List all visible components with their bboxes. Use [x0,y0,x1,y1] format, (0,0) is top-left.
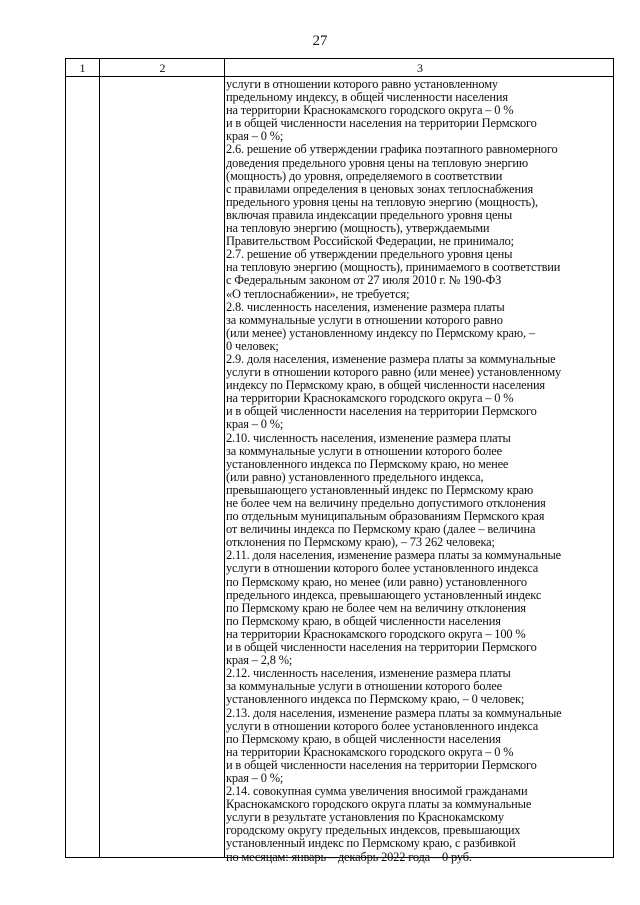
text-line: услуги в результате установления по Краснокамскому [226,811,504,825]
text-line: 2.14. совокупная сумма увеличения вносимой гражданами [226,785,528,799]
text-line: по Пермскому краю не более чем на величину отклонения [226,601,526,615]
text-line: по месяцам: январь – декабрь 2022 года – 0 руб. [226,850,472,864]
text-line: 2.8. численность населения, изменение размера платы [226,300,505,314]
text-line: 2.12. численность населения, изменение размера платы [226,667,511,681]
text-line: и в общей численности населения на территории Пермского [226,405,537,419]
text-line: услуги в отношении которого равно (или менее) установленному [226,366,562,380]
text-line: превышающего установленный индекс по Пермскому краю [226,483,534,497]
text-line: с Федеральным законом от 27 июля 2010 г. № 190-ФЗ [226,274,502,288]
text-line: на тепловую энергию (мощность), принимаемого в соответствии [226,261,561,275]
text-line: и в общей численности населения на территории Пермского [226,758,537,772]
text-line: услуги в отношении которого более установленного индекса [226,562,539,576]
text-line: 2.7. решение об утверждении предельного уровня цены [226,248,513,262]
text-line: доведения предельного уровня цены на тепловую энергию [226,156,529,170]
document-table [65,58,614,864]
text-line: 2.9. доля населения, изменение размера платы за коммунальные [226,352,556,366]
text-line: не более чем на величину предельно допустимого отклонения [226,497,546,510]
text-line: 2.13. доля населения, изменение размера платы за коммунальные [226,706,562,720]
text-line: услуги в отношении которого более установленного индекса [226,719,539,733]
text-line: 0 человек; [226,339,279,353]
text-line: и в общей численности населения на территории Пермского [226,641,537,655]
text-line: установленный индекс по Пермскому краю, с разбивкой [226,837,516,851]
text-line: и в общей численности населения на территории Пермского [226,117,537,131]
text-line: края – 2,8 %; [226,654,293,668]
text-line: (мощность) до уровня, определяемого в соответствии [226,169,503,183]
text-line: индексу по Пермскому краю, в общей численности населения [226,379,545,393]
text-line: включая правила индексации предельного уровня цены [226,208,513,222]
text-line: от величины индекса по Пермскому краю (далее – величина [226,523,536,537]
text-line: предельного уровня цены на тепловую энергию (мощность), [226,195,538,209]
text-line: за коммунальные услуги в отношении которого более [226,680,502,694]
text-line: за коммунальные услуги в отношении которого равно [226,313,503,327]
text-line: 2.6. решение об утверждении графика поэтапного равномерного [226,143,558,157]
text-line: отклонения по Пермскому краю), – 73 262 человека; [226,536,495,550]
text-line: на территории Краснокамского городского округа – 0 % [226,392,514,406]
text-line: края – 0 %; [226,130,284,144]
text-line: по отдельным муниципальным образованиям Пермского края [226,510,545,524]
text-line: установленного индекса по Пермскому краю, но менее [226,457,509,471]
text-line: на территории Краснокамского городского округа – 100 % [226,627,526,641]
column-3-text [226,78,611,864]
text-line: услуги в отношении которого равно установленному [226,78,498,91]
text-line: городскому округу предельных индексов, превышающих [226,824,521,838]
table-header-row [66,59,613,77]
column-header-3: 3 [417,61,423,75]
text-line: по Пермскому краю, но менее (или равно) установленного [226,575,527,589]
column-divider [224,59,225,857]
text-line: по Пермскому краю, в общей численности населения [226,732,501,746]
text-line: Краснокамского городского округа платы за коммунальные [226,798,532,812]
text-line: (или менее) установленному индексу по Пермскому краю, – [226,326,535,340]
text-line: предельного индекса, превышающего установленный индекс [226,588,542,602]
text-line: на территории Краснокамского городского округа – 0 % [226,745,514,759]
column-divider [99,59,100,857]
text-line: предельному индексу, в общей численности населения [226,91,508,105]
text-line: на тепловую энергию (мощность), утверждаемыми [226,222,490,236]
text-line: за коммунальные услуги в отношении которого более [226,444,502,458]
text-line: 2.11. доля населения, изменение размера платы за коммунальные [226,549,562,563]
column-header-1: 1 [79,61,86,75]
text-line: на территории Краснокамского городского округа – 0 % [226,104,514,118]
text-line: «О теплоснабжении», не требуется; [226,287,410,301]
text-line: по Пермскому краю, в общей численности населения [226,614,501,628]
text-line: Правительством Российской Федерации, не принимало; [226,235,514,249]
page-number: 27 [312,33,328,49]
column-header-2: 2 [159,61,166,75]
text-line: края – 0 %; [226,418,284,432]
text-line: с правилами определения в ценовых зонах теплоснабжения [226,182,533,196]
text-line: края – 0 %; [226,771,284,785]
text-line: (или равно) установленного предельного индекса, [226,470,484,484]
text-line: 2.10. численность населения, изменение размера платы [226,431,511,445]
text-line: установленного индекса по Пермскому краю, – 0 человек; [226,693,525,707]
